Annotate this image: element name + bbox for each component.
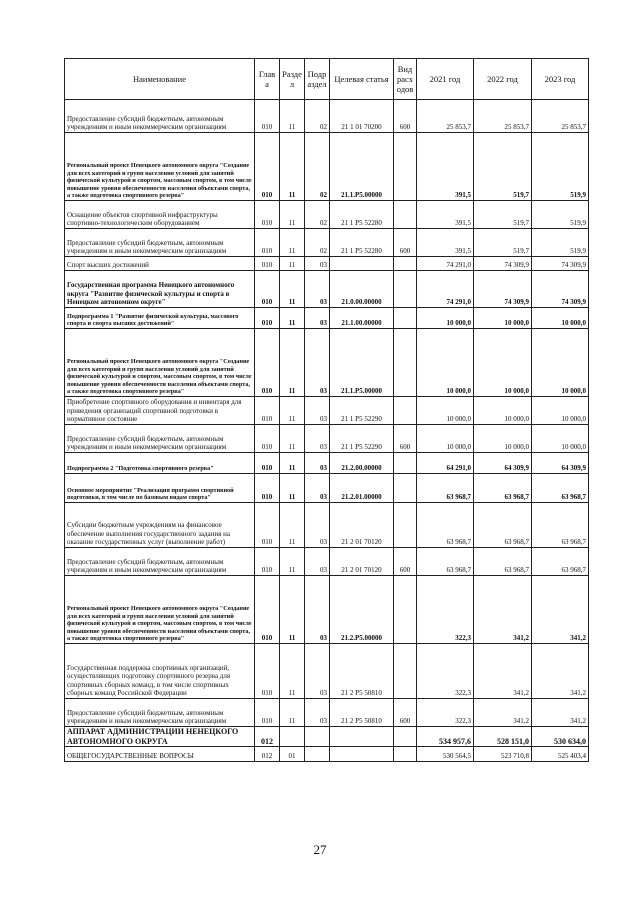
header-row bbox=[65, 59, 589, 100]
cell-y2022: 10 000,0 bbox=[474, 397, 532, 425]
cell-podrazdel bbox=[305, 727, 330, 747]
cell-y2022: 64 309,9 bbox=[474, 453, 532, 474]
cell-y2023: 519,9 bbox=[532, 133, 589, 201]
table-row bbox=[65, 229, 589, 257]
cell-target: 21 2 01 70120 bbox=[330, 503, 394, 548]
cell-glava: 010 bbox=[255, 257, 280, 271]
table-row bbox=[65, 644, 589, 699]
cell-razdel: 11 bbox=[280, 699, 305, 727]
cell-vid bbox=[394, 133, 417, 201]
header-2022: 2022 год bbox=[474, 59, 532, 100]
cell-target: 21.0.00.00000 bbox=[330, 271, 394, 308]
cell-name: Государственная программа Ненецкого автономного округа "Развитие физической культуры и спорта в Ненецком автономном округе" bbox=[65, 271, 255, 308]
cell-podrazdel: 03 bbox=[305, 699, 330, 727]
header-razdel: Разде л bbox=[280, 59, 305, 100]
cell-y2021: 391,5 bbox=[417, 229, 474, 257]
cell-target: 21 2 P5 50810 bbox=[330, 644, 394, 699]
cell-y2023: 341,2 bbox=[532, 576, 589, 644]
cell-vid bbox=[394, 727, 417, 747]
cell-y2022: 74 309,9 bbox=[474, 271, 532, 308]
cell-podrazdel: 03 bbox=[305, 644, 330, 699]
cell-razdel: 11 bbox=[280, 257, 305, 271]
cell-target: 21.2.00.00000 bbox=[330, 453, 394, 474]
cell-razdel: 01 bbox=[280, 747, 305, 762]
cell-razdel: 11 bbox=[280, 644, 305, 699]
cell-name: Основное мероприятие "Реализация программ спортивной подготовки, в том числе по базовым видам спорта" bbox=[65, 474, 255, 503]
cell-name: Региональный проект Ненецкого автономного округа "Создание для всех категорий и групп населения условий для занятий физической культурой и спортом, массовым спортом, в том числе повышение уровня обеспеченности населения объектами спорта, а также подготовка спортивного резерва" bbox=[65, 133, 255, 201]
cell-vid bbox=[394, 308, 417, 329]
cell-vid bbox=[394, 453, 417, 474]
cell-name: Спорт высших достижений bbox=[65, 257, 255, 271]
cell-razdel: 11 bbox=[280, 397, 305, 425]
cell-glava: 010 bbox=[255, 453, 280, 474]
cell-podrazdel: 03 bbox=[305, 503, 330, 548]
cell-podrazdel bbox=[305, 747, 330, 762]
cell-y2023: 519,9 bbox=[532, 201, 589, 229]
cell-target bbox=[330, 727, 394, 747]
cell-razdel: 11 bbox=[280, 453, 305, 474]
cell-podrazdel: 03 bbox=[305, 576, 330, 644]
cell-y2022: 523 710,8 bbox=[474, 747, 532, 762]
cell-vid bbox=[394, 329, 417, 397]
cell-razdel: 11 bbox=[280, 329, 305, 397]
cell-name: Предоставление субсидий бюджетным, автономным учреждениям и иным некоммерческим организациям bbox=[65, 548, 255, 576]
cell-razdel: 11 bbox=[280, 576, 305, 644]
cell-name: Региональный проект Ненецкого автономного округа "Создание для всех категорий и групп населения условий для занятий физической культурой и спортом, массовым спортом, в том числе повышение уровня обеспеченности населения объектами спорта, а также подготовка спортивного резерва" bbox=[65, 576, 255, 644]
cell-y2022: 519,7 bbox=[474, 201, 532, 229]
table-row bbox=[65, 329, 589, 397]
cell-name: Субсидии бюджетным учреждениям на финансовое обеспечение выполнения государственного задания на оказание государственных услуг (выполнение работ) bbox=[65, 503, 255, 548]
cell-podrazdel: 03 bbox=[305, 271, 330, 308]
cell-glava: 010 bbox=[255, 329, 280, 397]
cell-y2023: 25 853,7 bbox=[532, 100, 589, 133]
cell-podrazdel: 03 bbox=[305, 397, 330, 425]
cell-y2023: 64 309,9 bbox=[532, 453, 589, 474]
cell-y2021: 10 000,0 bbox=[417, 397, 474, 425]
cell-razdel: 11 bbox=[280, 133, 305, 201]
cell-y2022: 63 968,7 bbox=[474, 548, 532, 576]
cell-y2023: 63 968,7 bbox=[532, 503, 589, 548]
cell-y2021: 391,5 bbox=[417, 201, 474, 229]
table-row bbox=[65, 727, 589, 747]
cell-name: Региональный проект Ненецкого автономного округа "Создание для всех категорий и групп населения условий для занятий физической культурой и спортом, массовым спортом, в том числе повышение уровня обеспеченности населения объектами спорта, а также подготовка спортивного резерва" bbox=[65, 329, 255, 397]
header-2021: 2021 год bbox=[417, 59, 474, 100]
cell-y2022: 74 309,9 bbox=[474, 257, 532, 271]
cell-target: 21.1.P5.00000 bbox=[330, 133, 394, 201]
table-row bbox=[65, 257, 589, 271]
cell-y2021: 74 291,0 bbox=[417, 257, 474, 271]
cell-name: Государственная поддержка спортивных организаций, осуществляющих подготовку спортивного резерва для спортивных сборных команд, в том числе спортивных сборных команд Российской Федерации bbox=[65, 644, 255, 699]
cell-glava: 010 bbox=[255, 271, 280, 308]
cell-target: 21 1 P5 52280 bbox=[330, 229, 394, 257]
cell-target: 21 2 P5 50810 bbox=[330, 699, 394, 727]
cell-glava: 010 bbox=[255, 100, 280, 133]
cell-glava: 010 bbox=[255, 397, 280, 425]
cell-glava: 010 bbox=[255, 503, 280, 548]
cell-podrazdel: 02 bbox=[305, 201, 330, 229]
cell-target: 21 1 P5 52290 bbox=[330, 397, 394, 425]
cell-podrazdel: 03 bbox=[305, 257, 330, 271]
cell-y2022: 10 000,0 bbox=[474, 308, 532, 329]
cell-vid bbox=[394, 257, 417, 271]
cell-y2023: 63 968,7 bbox=[532, 548, 589, 576]
cell-y2023: 525 403,4 bbox=[532, 747, 589, 762]
cell-name: Предоставление субсидий бюджетным, автономным учреждениям и иным некоммерческим организациям bbox=[65, 100, 255, 133]
cell-razdel: 11 bbox=[280, 548, 305, 576]
cell-razdel: 11 bbox=[280, 201, 305, 229]
cell-podrazdel: 03 bbox=[305, 474, 330, 503]
cell-razdel: 11 bbox=[280, 271, 305, 308]
cell-vid bbox=[394, 271, 417, 308]
cell-y2022: 63 968,7 bbox=[474, 474, 532, 503]
cell-glava: 010 bbox=[255, 229, 280, 257]
cell-y2021: 64 291,0 bbox=[417, 453, 474, 474]
table-row bbox=[65, 576, 589, 644]
cell-vid bbox=[394, 503, 417, 548]
cell-vid: 600 bbox=[394, 229, 417, 257]
table-row bbox=[65, 201, 589, 229]
cell-y2022: 10 000,0 bbox=[474, 329, 532, 397]
cell-razdel: 11 bbox=[280, 308, 305, 329]
cell-y2021: 534 957,6 bbox=[417, 727, 474, 747]
header-podrazdel: Подр аздел bbox=[305, 59, 330, 100]
cell-name: Предоставление субсидий бюджетным, автономным учреждениям и иным некоммерческим организациям bbox=[65, 425, 255, 453]
cell-glava: 010 bbox=[255, 644, 280, 699]
cell-vid: 600 bbox=[394, 548, 417, 576]
cell-y2021: 63 968,7 bbox=[417, 548, 474, 576]
cell-y2022: 519,7 bbox=[474, 229, 532, 257]
cell-razdel: 11 bbox=[280, 503, 305, 548]
header-2023: 2023 год bbox=[532, 59, 589, 100]
header-glava: Глав а bbox=[255, 59, 280, 100]
cell-razdel bbox=[280, 727, 305, 747]
cell-name: АППАРАТ АДМИНИСТРАЦИИ НЕНЕЦКОГО АВТОНОМНОГО ОКРУГА bbox=[65, 727, 255, 747]
cell-y2021: 63 968,7 bbox=[417, 474, 474, 503]
cell-name: Предоставление субсидий бюджетным, автономным учреждениям и иным некоммерческим организациям bbox=[65, 229, 255, 257]
cell-y2022: 341,2 bbox=[474, 644, 532, 699]
header-vid: Вид расх одов bbox=[394, 59, 417, 100]
cell-podrazdel: 03 bbox=[305, 329, 330, 397]
cell-podrazdel: 03 bbox=[305, 453, 330, 474]
cell-y2022: 519,7 bbox=[474, 133, 532, 201]
cell-target: 21 2 01 70120 bbox=[330, 548, 394, 576]
cell-y2022: 341,2 bbox=[474, 699, 532, 727]
cell-y2021: 25 853,7 bbox=[417, 100, 474, 133]
cell-target: 21.2.01.00000 bbox=[330, 474, 394, 503]
cell-target: 21 1 P5 52290 bbox=[330, 425, 394, 453]
cell-podrazdel: 03 bbox=[305, 548, 330, 576]
cell-y2023: 10 000,0 bbox=[532, 397, 589, 425]
cell-target: 21.2.P5.00000 bbox=[330, 576, 394, 644]
cell-glava: 010 bbox=[255, 548, 280, 576]
cell-vid: 600 bbox=[394, 100, 417, 133]
cell-target: 21.1.00.00000 bbox=[330, 308, 394, 329]
cell-razdel: 11 bbox=[280, 425, 305, 453]
cell-y2023: 10 000,0 bbox=[532, 425, 589, 453]
cell-name: Оснащение объектов спортивной инфраструктуры спортивно-технологическим оборудованием bbox=[65, 201, 255, 229]
cell-y2021: 74 291,0 bbox=[417, 271, 474, 308]
cell-vid bbox=[394, 474, 417, 503]
cell-razdel: 11 bbox=[280, 229, 305, 257]
cell-target bbox=[330, 257, 394, 271]
cell-y2021: 322,3 bbox=[417, 576, 474, 644]
table-row bbox=[65, 453, 589, 474]
cell-podrazdel: 02 bbox=[305, 100, 330, 133]
table-row bbox=[65, 425, 589, 453]
cell-y2021: 391,5 bbox=[417, 133, 474, 201]
cell-y2023: 10 000,0 bbox=[532, 308, 589, 329]
table-row bbox=[65, 474, 589, 503]
budget-table bbox=[64, 58, 589, 762]
cell-glava: 010 bbox=[255, 576, 280, 644]
cell-glava: 010 bbox=[255, 133, 280, 201]
cell-glava: 010 bbox=[255, 474, 280, 503]
cell-y2022: 528 151,0 bbox=[474, 727, 532, 747]
cell-glava: 012 bbox=[255, 747, 280, 762]
table-row bbox=[65, 548, 589, 576]
table-row bbox=[65, 271, 589, 308]
table-row bbox=[65, 100, 589, 133]
cell-vid bbox=[394, 576, 417, 644]
cell-y2023: 74 309,9 bbox=[532, 257, 589, 271]
cell-name: ОБЩЕГОСУДАРСТВЕННЫЕ ВОПРОСЫ bbox=[65, 747, 255, 762]
table-row bbox=[65, 133, 589, 201]
cell-y2021: 530 564,5 bbox=[417, 747, 474, 762]
cell-glava: 010 bbox=[255, 699, 280, 727]
cell-glava: 010 bbox=[255, 425, 280, 453]
header-target: Целевая статья bbox=[330, 59, 394, 100]
header-name: Наименование bbox=[65, 59, 255, 100]
cell-y2021: 322,3 bbox=[417, 699, 474, 727]
cell-name: Подпрограмма 1 "Развитие физической культуры, массового спорта и спорта высших достижений" bbox=[65, 308, 255, 329]
cell-y2023: 530 634,0 bbox=[532, 727, 589, 747]
page-number: 27 bbox=[313, 842, 327, 857]
cell-razdel: 11 bbox=[280, 474, 305, 503]
cell-vid bbox=[394, 201, 417, 229]
cell-glava: 010 bbox=[255, 308, 280, 329]
cell-y2021: 10 000,0 bbox=[417, 329, 474, 397]
cell-target bbox=[330, 747, 394, 762]
table-row bbox=[65, 397, 589, 425]
cell-y2021: 10 000,0 bbox=[417, 425, 474, 453]
cell-y2023: 10 000,0 bbox=[532, 329, 589, 397]
cell-target: 21 1 01 70200 bbox=[330, 100, 394, 133]
cell-glava: 010 bbox=[255, 201, 280, 229]
cell-target: 21 1 P5 52280 bbox=[330, 201, 394, 229]
cell-y2022: 10 000,0 bbox=[474, 425, 532, 453]
cell-y2022: 341,2 bbox=[474, 576, 532, 644]
table-row bbox=[65, 747, 589, 762]
cell-y2022: 63 968,7 bbox=[474, 503, 532, 548]
cell-podrazdel: 02 bbox=[305, 229, 330, 257]
cell-vid bbox=[394, 397, 417, 425]
cell-vid bbox=[394, 747, 417, 762]
cell-podrazdel: 02 bbox=[305, 133, 330, 201]
cell-podrazdel: 03 bbox=[305, 308, 330, 329]
cell-name: Предоставление субсидий бюджетным, автономным учреждениям и иным некоммерческим организациям bbox=[65, 699, 255, 727]
cell-vid: 600 bbox=[394, 699, 417, 727]
cell-y2023: 341,2 bbox=[532, 699, 589, 727]
cell-y2021: 322,3 bbox=[417, 644, 474, 699]
table-row bbox=[65, 699, 589, 727]
cell-y2023: 63 968,7 bbox=[532, 474, 589, 503]
cell-y2023: 341,2 bbox=[532, 644, 589, 699]
cell-y2021: 10 000,0 bbox=[417, 308, 474, 329]
cell-razdel: 11 bbox=[280, 100, 305, 133]
cell-name: Подпрограмма 2 "Подготовка спортивного резерва" bbox=[65, 453, 255, 474]
cell-target: 21.1.P5.00000 bbox=[330, 329, 394, 397]
cell-glava: 012 bbox=[255, 727, 280, 747]
cell-name: Приобретение спортивного оборудования и инвентаря для приведения организаций спортивной подготовки в нормативное состояние bbox=[65, 397, 255, 425]
cell-y2023: 519,9 bbox=[532, 229, 589, 257]
cell-podrazdel: 03 bbox=[305, 425, 330, 453]
table-row bbox=[65, 308, 589, 329]
cell-y2022: 25 853,7 bbox=[474, 100, 532, 133]
cell-y2023: 74 309,9 bbox=[532, 271, 589, 308]
cell-vid: 600 bbox=[394, 425, 417, 453]
cell-vid bbox=[394, 644, 417, 699]
table-row bbox=[65, 503, 589, 548]
cell-y2021: 63 968,7 bbox=[417, 503, 474, 548]
